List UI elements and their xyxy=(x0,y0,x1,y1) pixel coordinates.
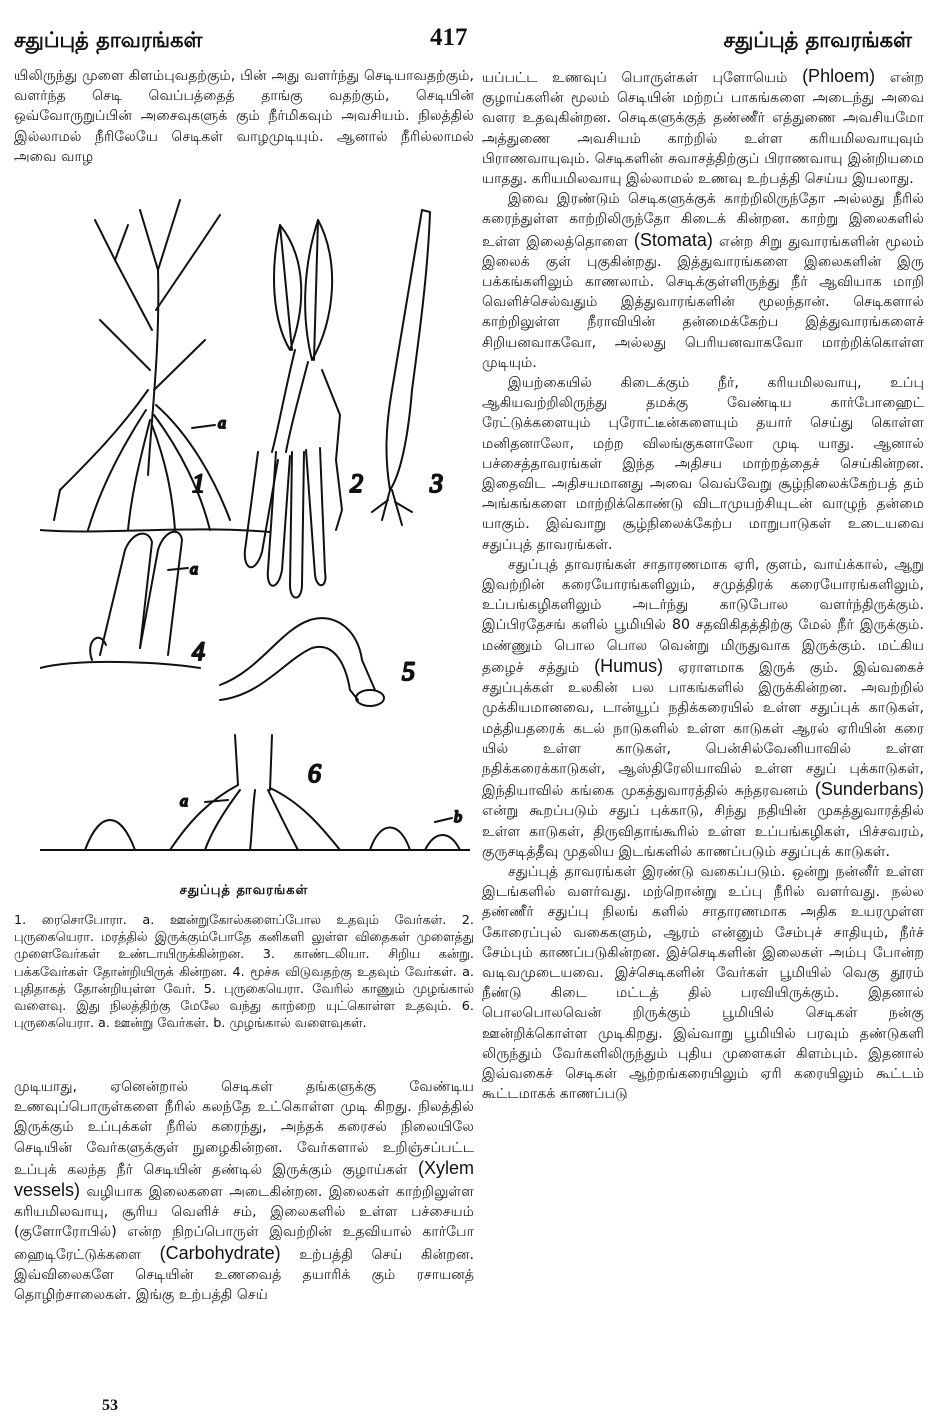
text-run: சதுப்புத் தாவரங்கள் சாதாரணமாக ஏரி, குளம், வாய்க்கால், ஆறு இவற்றின் கரையோரங்களிலும், சமுத்திரக் கரையோரங்களிலும், உப்பங்கழிகளிலும் அடர்ந்து காடுபோல வளர்ந்திருக்கும். இப்பிரதேசங் களில் பூமியில் 80 சதவிகிதத்திற்கு மேல் நீர் இருக்கும். மண்ணும் பொல பொல வென்று மிருதுவாக இருக்கும். மட்கிய தழைச் சத்தும் xyxy=(482,556,924,676)
figure-title: சதுப்புத் தாவரங்கள் xyxy=(179,883,309,898)
figure-number-5: 5 xyxy=(402,657,415,686)
text-run: என்ற சிறு துவாரங்களின் மூலம் இலைக் குள் புகுகின்றது. இத்துவாரங்களை இலைகளின் இரு பக்கங்களிலும் காணலாம். செடிக்குள்ளிருந்து நீர் ஆவியாக மாறி வெளிச்செல்வதும் இத்துவாரங்களின் மூலந்தான். செடிகளால் காற்றிலுள்ள நீராவியின் தன்மைக்கேற்ப இத்துவாரங்களைச் சிறியனவாகவோ, அல்லது பெரியனவாகவோ மாற்றிக்கொள்ள முடியும். xyxy=(482,233,924,371)
illustration-drawing xyxy=(40,190,470,870)
running-header-right: சதுப்புத் தாவரங்கள் xyxy=(723,28,912,52)
left-column-bottom xyxy=(14,1077,474,1305)
text-run: என்ற குழாய்களின் மூலம் செடியின் மற்றப் பாகங்களை அடைந்து அவை வளர உதவுகின்றன. செடிகளுக்குத் தண்ணீர் எத்துணை அவசியமோ அத்துணை அவசியம் காற்றில் உள்ள கரியமிலவாயுவும் பிராணவாயுவும். செடிகளின் சுவாசத்திற்குப் பிராணவாயு இன்றியமை யாதது. கரியமிலவாயு இல்லாமல் உணவு உற்பத்தி செய்ய இயலாது. xyxy=(482,70,924,188)
left-column-top xyxy=(14,66,474,167)
figure-3-kandelia xyxy=(372,210,430,525)
figure-number-6: 6 xyxy=(308,759,321,788)
text-run: இவை இரண்டும் செடிகளுக்குக் காற்றிலிருந்தோ அல்லது நீரில் கரைந்துள்ள காற்றிலிருந்தோ கிடைக் கின்றன. காற்று இலைகளில் உள்ள இலைத்தொளை xyxy=(482,191,924,250)
label-a-fig1: a xyxy=(218,415,226,432)
latin-term: (Sunderbans) xyxy=(814,779,924,800)
paragraph xyxy=(482,189,924,373)
figure-number-3: 3 xyxy=(430,469,443,498)
figure-5-knee-root xyxy=(220,618,384,706)
paragraph xyxy=(14,1077,474,1305)
figure-6-prop-and-knee-roots xyxy=(40,735,470,850)
latin-term: (Humus) xyxy=(594,655,664,676)
running-header-left: சதுப்புத் தாவரங்கள் xyxy=(14,28,203,52)
text-run: முடியாது, ஏனென்றால் செடிகள் தங்களுக்கு வேண்டிய உணவுப்பொருள்களை நீரில் கலந்தே உட்கொள்ள முடி கிறது. நிலத்தில் இருக்கும் உப்புக்கள் நீரில் கரைந்து, அந்தக் கரைசல் நிலையிலே செடியின் வேர்களுக்குள் நுழைகின்றன. வேர்களால் உறிஞ்சப்பட்ட உப்புக் கலந்த நீர் செடியின் தண்டில் இருக்கும் குழாய்கள் xyxy=(14,1079,474,1178)
latin-term: (Carbohydrate) xyxy=(159,1242,281,1263)
text-run: வழியாக இலைகளை அடைகின்றன. இலைகள் காற்றிலுள்ள கரியமிலவாயு, சூரிய வெளிச் சம், இலைகளில் உள்ள பச்சையம் (குளோரோபில்) என்ற நிறப்பொருள் இவற்றின் உதவியால் கார்போ ஹைடிரேட்டுக்களை xyxy=(14,1184,474,1263)
label-a-fig6: a xyxy=(180,793,188,810)
text-run: யப்பட்ட உணவுப் பொருள்கள் புளோயெம் xyxy=(482,70,803,86)
figure-1-rhizophora xyxy=(40,200,270,532)
latin-term: (Phloem) xyxy=(802,66,876,86)
paragraph: யிலிருந்து முளை கிளம்புவதற்கும், பின் அது வளர்ந்து செடியாவதற்கும், வளர்ந்த செடி வெப்பத்தைத் தாங்கு வதற்கும், செடியின் ஒவ்வோருறுப்பின் அசைவுகளுக் கும் நீர்மிகவும் அவசியம். நிலத்தில் இல்லாமல் நீரிலேயே செடிகள் வாழமுடியும். ஆனால் நீரில்லாமல் அவை வாழ xyxy=(14,68,474,165)
figure-2-bruguiera xyxy=(245,220,342,598)
paragraph xyxy=(482,66,924,189)
right-column xyxy=(482,66,924,1104)
footer-page-number: 53 xyxy=(102,1397,118,1414)
figure-4-breathing-roots xyxy=(40,532,200,668)
figure-number-2: 2 xyxy=(350,469,363,498)
label-b-fig6: b xyxy=(454,809,462,826)
page-number-header: 417 xyxy=(430,24,468,51)
figure-caption: 1. ரைசொபோரா. a. ஊன்றுகோல்களைப்போல உதவும் வேர்கள். 2. புருகையெரா. மரத்தில் இருக்கும்போதே கனிகளி லுள்ள விதைகள் முளைத்து முளைவேர்கள் உண்டாயிருக்கின்றன. 3. காண்டலியா. சிறிய கன்று. பக்கவேர்கள் தோன்றியிருக் கின்றன. 4. மூச்சு விடுவதற்கு உதவும் வேர்கள். a. புதிதாகத் தோன்றியுள்ள வேர். 5. புருகையெரா. வேரில் காணும் முழங்கால் வளைவு. இது நிலத்திற்கு மேலே வந்து காற்றை யுட்கொள்ள உதவும். 6. புருகையெரா. a. ஊன்று வேர்கள். b. முழங்கால் வளைவுகள். xyxy=(14,913,474,1032)
figure-number-4: 4 xyxy=(192,637,205,666)
text-run: ஏராளமாக இருக் கும். இவ்வகைச் சதுப்புக்கள் உலகின் பல பாகங்களில் இருக்கின்றன. அவற்றில் முக்கியமானவை, டான்யூப் நதிக்கரையில் உள்ள சதுப்புக் காடுகள், மத்தியதரைக் கடல் நாடுகளில் உள்ள காடுகள் ஆரல் ஏரியின் கரை யில் உள்ள காடுகள், பென்சில்வேனியாவில் உள்ள நதிக்கரைக்காடுகள், ஆஸ்திரேலியாவில் உள்ள சதுப் புக்காடுகள், இந்தியாவில் கங்கை முகத்துவாரத்தில் சுந்தரவனம் xyxy=(482,659,924,800)
figure-number-1: 1 xyxy=(192,469,205,498)
latin-term: (Xylem vessels) xyxy=(14,1157,475,1201)
label-a-fig4: a xyxy=(190,561,198,578)
paragraph xyxy=(482,555,924,862)
text-run: உற்பத்தி செய் கின்றன. இவ்விலைகளே செடியின் உணவைத் தயாரிக் கும் ரசாயனத் தொழிற்சாலைகள். இங்கு உற்பத்தி செய் xyxy=(14,1246,474,1304)
latin-term: (Stomata) xyxy=(633,229,713,250)
text-run: என்று கூறப்படும் சதுப் புக்காடு, சிந்து நதியின் முகத்துவாரத்தில் உள்ள காடுகள், திருவிதாங்கூரில் உள்ள உப்பங்கழிகள், பிச்சவரம், குருசடித்தீவு முதலிய இடங்களில் காணப்படும் சதுப்புக் காடுகள். xyxy=(482,803,924,860)
paragraph: சதுப்புத் தாவரங்கள் இரண்டு வகைப்படும். ஒன்று நன்னீர் உள்ள இடங்களில் வளர்வது. மற்றொன்று உப்பு நீரில் வளர்வது. நல்ல தண்ணீர் சதுப்பு நிலங் களில் சாதாரணமாக அதிக உயரமுள்ள கோரைப்புல் வகைகளும், ஆரம் என்னும் சேம்புச் சாதியும், நீர்ச் சேம்பும் காணப்படுகின்றன. இச்செடிகளின் இலைகள் அம்பு போன்ற வடிவமுடையவை. இச்செடிகளின் வேர்கள் பூமியில் வெகு தூரம் நீண்டு கிடை மட்டத் தில் பரவியிருக்கும். இதனால் பொலபொலவென் றிருக்கும் பூமியில் செடிகள் நன்கு ஊன்றிக்கொள்ள முடிகிறது. இவ்வாறு பூமியில் பரவும் தண்டுகளி லிருந்தும் வேர்களிலிருந்தும் புதிய முளைகள் கிளம்பும். இதனால் இவ்வகைச் செடிகள் ஆற்றங்கரையிலும் ஏரி கரையிலும் கூட்டம் கூட்டமாகக் காணப்படு xyxy=(482,863,924,1103)
mangrove-illustrations xyxy=(40,190,470,870)
paragraph: இயற்கையில் கிடைக்கும் நீர், கரியமிலவாயு, உப்பு ஆகியவற்றிலிருந்து தமக்கு வேண்டிய கார்போஹைட் ரேட்டுக்களையும் புரோட்டீன்களையும் தயார் செய்து கொள்ள மனிதனாலோ, மற்ற விலங்குகளாலோ முடி யாது. ஆனால் பச்சைத்தாவரங்கள் இந்த அதிசய மாற்றத்தைச் செய்கின்றன. இதைவிட அதிசயமானது அவை வெவ்வேறு சூழ்நிலைக்கேற்பத் தம் அங்கங்களை மாற்றிக்கொண்டு விடாமுயற்சியுடன் வாழுந் தன்மை யாகும். இவ்வாறு சூழ்நிலைக்கேற்ப மாறுபாடுகள் உடையவை சதுப்புத் தாவரங்கள். xyxy=(482,375,924,553)
